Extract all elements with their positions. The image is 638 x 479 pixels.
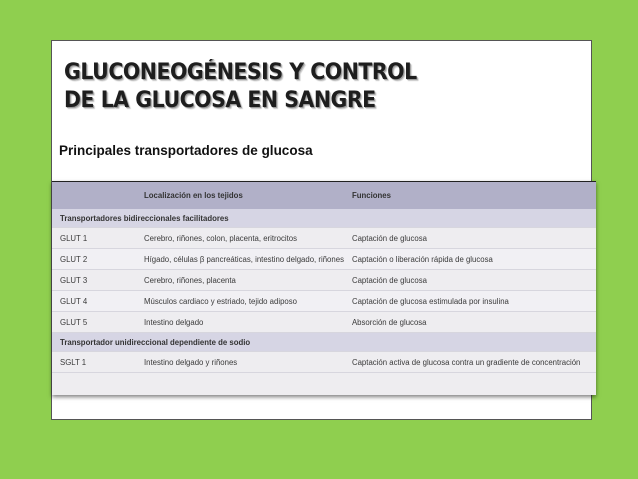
transporter-name: GLUT 4 — [52, 291, 136, 312]
tissue-location: Músculos cardiaco y estriado, tejido adiposo — [136, 291, 344, 312]
table-row — [52, 352, 596, 373]
function: Captación de glucosa — [344, 228, 596, 249]
header-cell — [52, 182, 136, 209]
function: Captación de glucosa estimulada por insulina — [344, 291, 596, 312]
group-label: Transportador unidireccional dependiente de sodio — [52, 333, 596, 352]
transporter-name: GLUT 1 — [52, 228, 136, 249]
transporter-name: GLUT 2 — [52, 249, 136, 270]
group-row — [52, 209, 596, 228]
tissue-location: Hígado, células β pancreáticas, intestino delgado, riñones — [136, 249, 344, 270]
title-line-1: GLUCONEOGÉNESIS Y CONTROL — [64, 60, 417, 85]
tissue-location: Cerebro, riñones, colon, placenta, eritrocitos — [136, 228, 344, 249]
title-line-2: DE LA GLUCOSA EN SANGRE — [64, 88, 376, 113]
function: Captación activa de glucosa contra un gradiente de concentración — [344, 352, 596, 373]
transporter-name: GLUT 5 — [52, 312, 136, 333]
tissue-location: Intestino delgado — [136, 312, 344, 333]
table-header-row — [52, 182, 596, 209]
glucose-transporters-table — [52, 181, 596, 395]
slide-title — [64, 59, 417, 115]
table-row — [52, 270, 596, 291]
group-row — [52, 333, 596, 352]
group-label: Transportadores bidireccionales facilitadores — [52, 209, 596, 228]
function: Absorción de glucosa — [344, 312, 596, 333]
transporter-name: SGLT 1 — [52, 352, 136, 373]
function: Captación de glucosa — [344, 270, 596, 291]
header-cell: Localización en los tejidos — [136, 182, 344, 209]
tissue-location: Cerebro, riñones, placenta — [136, 270, 344, 291]
table-row — [52, 291, 596, 312]
table-row — [52, 228, 596, 249]
slide-card — [51, 40, 592, 420]
tissue-location: Intestino delgado y riñones — [136, 352, 344, 373]
slide-subtitle: Principales transportadores de glucosa — [59, 143, 313, 158]
header-cell: Funciones — [344, 182, 596, 209]
table-row — [52, 249, 596, 270]
transporter-name: GLUT 3 — [52, 270, 136, 291]
table-row — [52, 312, 596, 333]
function: Captación o liberación rápida de glucosa — [344, 249, 596, 270]
